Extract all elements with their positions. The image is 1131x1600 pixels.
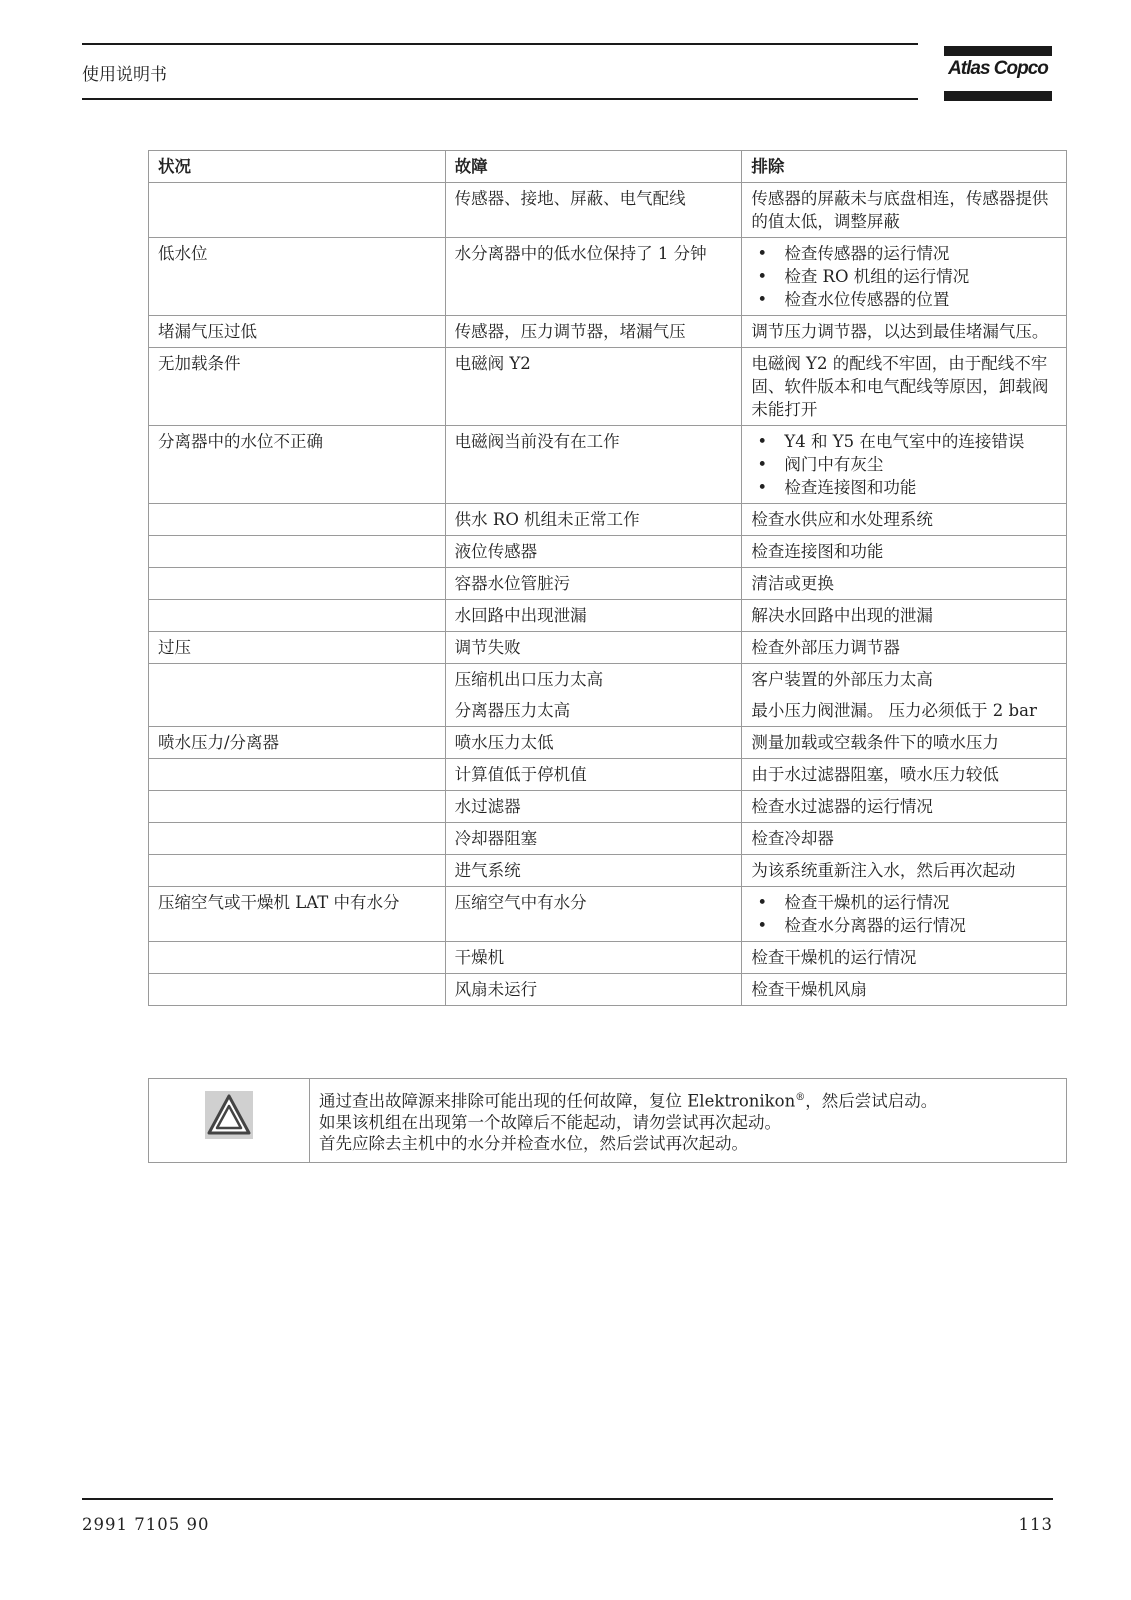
cell-condition xyxy=(149,791,446,823)
cell-remedy: 检查外部压力调节器 xyxy=(742,632,1067,664)
remedy-list xyxy=(751,891,1057,937)
cell-remedy: 电磁阀 Y2 的配线不牢固，由于配线不牢固、软件版本和电气配线等原因，卸载阀未能打开 xyxy=(742,348,1067,426)
cell-condition xyxy=(149,504,446,536)
table-row xyxy=(149,791,1067,823)
note-line-2: 如果该机组在出现第一个故障后不能起动，请勿尝试再次起动。 xyxy=(319,1112,781,1132)
list-item: • Y4 和 Y5 在电气室中的连接错误 xyxy=(751,430,1057,453)
table-row xyxy=(149,504,1067,536)
cell-fault: 电磁阀 Y2 xyxy=(445,348,742,426)
cell-fault: 调节失败 xyxy=(445,632,742,664)
cell-remedy: 解决水回路中出现的泄漏 xyxy=(742,600,1067,632)
list-item: • 阀门中有灰尘 xyxy=(751,453,1057,476)
cell-remedy: 检查连接图和功能 xyxy=(742,536,1067,568)
table-row xyxy=(149,823,1067,855)
list-item: • 检查 RO 机组的运行情况 xyxy=(751,265,1057,288)
header-rule-bottom xyxy=(82,98,918,100)
table-row xyxy=(149,695,1067,727)
cell-condition: 无加载条件 xyxy=(149,348,446,426)
cell-fault: 喷水压力太低 xyxy=(445,727,742,759)
cell-remedy: 客户装置的外部压力太高 xyxy=(742,664,1067,696)
cell-fault: 压缩机出口压力太高 xyxy=(445,664,742,696)
cell-fault: 风扇未运行 xyxy=(445,974,742,1006)
remedy-list xyxy=(751,242,1057,311)
table-row xyxy=(149,974,1067,1006)
cell-condition xyxy=(149,974,446,1006)
table-row xyxy=(149,536,1067,568)
cell-remedy: 最小压力阀泄漏。 压力必须低于 2 bar xyxy=(742,695,1067,727)
table-row xyxy=(149,632,1067,664)
cell-remedy: 测量加载或空载条件下的喷水压力 xyxy=(742,727,1067,759)
table-row xyxy=(149,183,1067,238)
warning-note-box xyxy=(148,1078,1067,1163)
table-row xyxy=(149,759,1067,791)
cell-condition xyxy=(149,568,446,600)
cell-remedy: 由于水过滤器阻塞，喷水压力较低 xyxy=(742,759,1067,791)
cell-fault: 水回路中出现泄漏 xyxy=(445,600,742,632)
cell-fault: 容器水位管脏污 xyxy=(445,568,742,600)
document-number: 2991 7105 90 xyxy=(82,1515,210,1534)
cell-condition xyxy=(149,600,446,632)
header-fault: 故障 xyxy=(445,151,742,183)
cell-condition: 分离器中的水位不正确 xyxy=(149,426,446,504)
list-item: • 检查传感器的运行情况 xyxy=(751,242,1057,265)
cell-condition xyxy=(149,855,446,887)
cell-fault: 干燥机 xyxy=(445,942,742,974)
table-row xyxy=(149,600,1067,632)
cell-remedy: 清洁或更换 xyxy=(742,568,1067,600)
note-text-cell xyxy=(310,1079,1067,1163)
page-number: 113 xyxy=(1018,1515,1053,1534)
cell-condition: 低水位 xyxy=(149,238,446,316)
table-header-row xyxy=(149,151,1067,183)
cell-remedy: 调节压力调节器，以达到最佳堵漏气压。 xyxy=(742,316,1067,348)
cell-fault: 冷却器阻塞 xyxy=(445,823,742,855)
list-item: • 检查水分离器的运行情况 xyxy=(751,914,1057,937)
cell-fault: 水过滤器 xyxy=(445,791,742,823)
header-remedy: 排除 xyxy=(742,151,1067,183)
cell-remedy: 检查水过滤器的运行情况 xyxy=(742,791,1067,823)
cell-fault: 传感器，压力调节器，堵漏气压 xyxy=(445,316,742,348)
table-row xyxy=(149,942,1067,974)
cell-remedy: 检查冷却器 xyxy=(742,823,1067,855)
troubleshooting-table xyxy=(148,150,1067,1006)
atlas-copco-logo xyxy=(944,46,1052,101)
cell-fault: 水分离器中的低水位保持了 1 分钟 xyxy=(445,238,742,316)
note-line-3: 首先应除去主机中的水分并检查水位，然后尝试再次起动。 xyxy=(319,1133,748,1153)
cell-remedy: 传感器的屏蔽未与底盘相连，传感器提供的值太低，调整屏蔽 xyxy=(742,183,1067,238)
list-item: • 检查干燥机的运行情况 xyxy=(751,891,1057,914)
table-row xyxy=(149,855,1067,887)
cell-condition xyxy=(149,536,446,568)
header-condition: 状况 xyxy=(149,151,446,183)
cell-remedy: 检查干燥机风扇 xyxy=(742,974,1067,1006)
cell-remedy: 为该系统重新注入水，然后再次起动 xyxy=(742,855,1067,887)
cell-condition xyxy=(149,664,446,696)
note-line-1-text: 通过查出故障源来排除可能出现的任何故障，复位 Elektronikon xyxy=(319,1091,796,1111)
logo-wordmark: Atlas Copco xyxy=(948,58,1048,79)
header-rule-top xyxy=(82,43,918,45)
cell-fault: 供水 RO 机组未正常工作 xyxy=(445,504,742,536)
cell-condition: 喷水压力/分离器 xyxy=(149,727,446,759)
registered-mark: ® xyxy=(795,1092,806,1103)
cell-condition xyxy=(149,695,446,727)
list-item: • 检查水位传感器的位置 xyxy=(751,288,1057,311)
note-row xyxy=(149,1079,1067,1163)
document-title: 使用说明书 xyxy=(82,65,167,85)
table-row xyxy=(149,887,1067,942)
cell-condition: 过压 xyxy=(149,632,446,664)
table-row xyxy=(149,348,1067,426)
cell-fault: 分离器压力太高 xyxy=(445,695,742,727)
cell-condition xyxy=(149,823,446,855)
warning-triangle-icon xyxy=(205,1091,253,1139)
remedy-list xyxy=(751,430,1057,499)
cell-fault: 计算值低于停机值 xyxy=(445,759,742,791)
cell-fault: 传感器、接地、屏蔽、电气配线 xyxy=(445,183,742,238)
list-item: • 检查连接图和功能 xyxy=(751,476,1057,499)
table-row xyxy=(149,727,1067,759)
cell-fault: 液位传感器 xyxy=(445,536,742,568)
note-icon-cell xyxy=(149,1079,310,1163)
table-row xyxy=(149,316,1067,348)
cell-fault: 进气系统 xyxy=(445,855,742,887)
logo-bar-bottom xyxy=(944,91,1052,101)
cell-condition xyxy=(149,942,446,974)
cell-remedy xyxy=(742,887,1067,942)
note-line-1-tail: ，然后尝试启动。 xyxy=(805,1091,938,1111)
footer-rule xyxy=(82,1498,1053,1500)
cell-condition xyxy=(149,759,446,791)
note-line-1 xyxy=(319,1087,1057,1112)
cell-remedy: 检查水供应和水处理系统 xyxy=(742,504,1067,536)
cell-condition: 压缩空气或干燥机 LAT 中有水分 xyxy=(149,887,446,942)
cell-fault: 电磁阀当前没有在工作 xyxy=(445,426,742,504)
cell-condition xyxy=(149,183,446,238)
cell-remedy xyxy=(742,426,1067,504)
table-row xyxy=(149,664,1067,696)
logo-bar-top xyxy=(944,46,1052,56)
table-row xyxy=(149,568,1067,600)
cell-fault: 压缩空气中有水分 xyxy=(445,887,742,942)
table-row xyxy=(149,238,1067,316)
cell-remedy: 检查干燥机的运行情况 xyxy=(742,942,1067,974)
cell-remedy xyxy=(742,238,1067,316)
cell-condition: 堵漏气压过低 xyxy=(149,316,446,348)
table-row xyxy=(149,426,1067,504)
